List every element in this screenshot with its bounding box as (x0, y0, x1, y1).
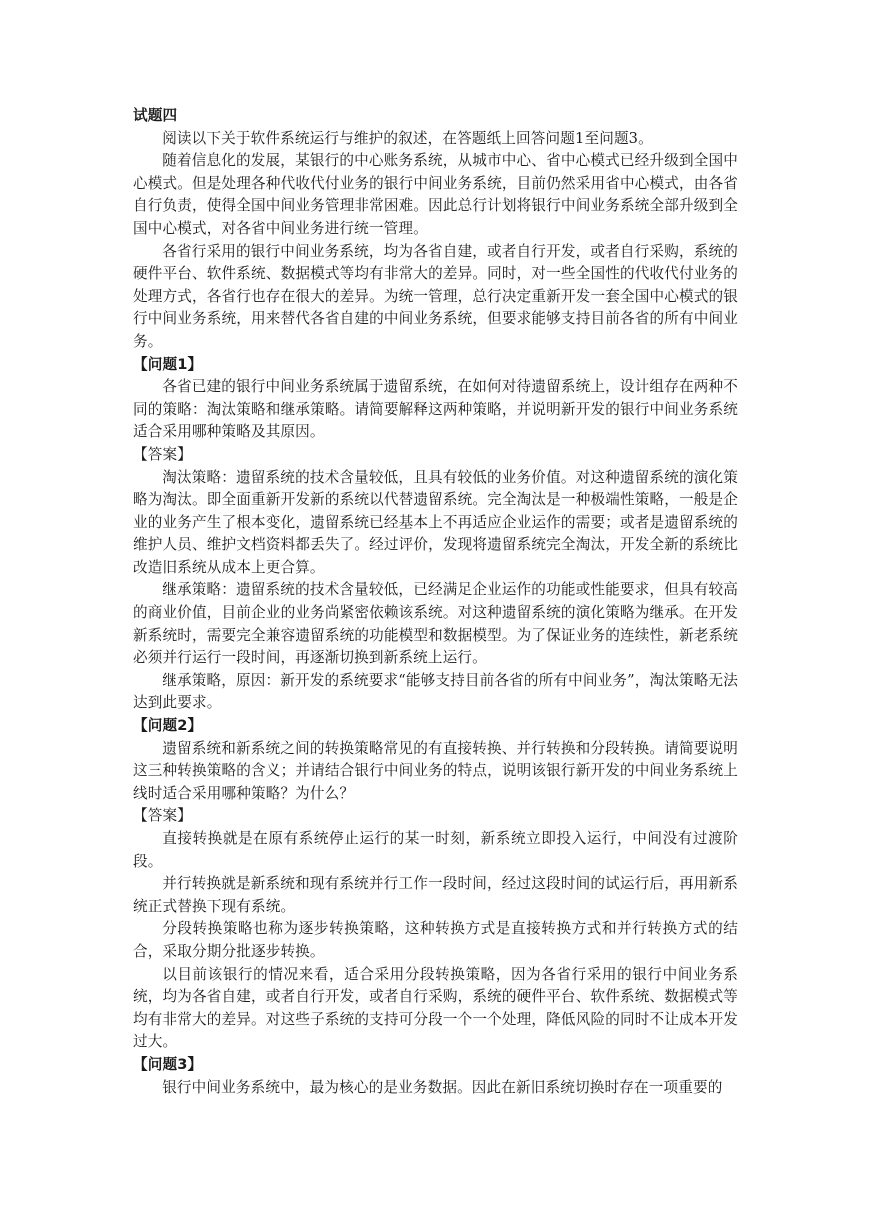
question-2-answer-paragraph: 以目前该银行的情况来看，适合采用分段转换策略，因为各省行采用的银行中间业务系统，均为各省自建，或者自行开发，或者自行采购，系统的硬件平台、软件系统、数据模式等均有非常大的差异。对这些子系统的支持可分段一个一个处理，降低风险的同时不让成本开发过大。 (133, 965, 738, 1051)
question-3-heading: 【问题3】 (133, 1055, 203, 1073)
question-2-answer-paragraph: 分段转换策略也称为逐步转换策略，这种转换方式是直接转换方式和并行转换方式的结合，采取分期分批逐步转换。 (133, 920, 738, 960)
question-2-answer-label: 【答案】 (133, 807, 192, 825)
background-paragraph-2: 各省行采用的银行中间业务系统，均为各省自建，或者自行开发，或者自行采购，系统的硬件平台、软件系统、数据模式等均有非常大的差异。同时，对一些全国性的代收代付业务的处理方式，各省行也存在很大的差异。为统一管理，总行决定重新开发一套全国中心模式的银行中间业务系统，用来替代各省自建的中间业务系统，但要求能够支持目前各省的所有中间业务。 (133, 242, 738, 350)
question-1-answer-paragraph: 继承策略，原因：新开发的系统要求“能够支持目前各省的所有中间业务”，淘汰策略无法达到此要求。 (133, 671, 738, 712)
question-2-answer-paragraph: 并行转换就是新系统和现有系统并行工作一段时间，经过这段时间的试运行后，再用新系统正式替换下现有系统。 (133, 875, 738, 915)
background-paragraph-1: 随着信息化的发展，某银行的中心账务系统，从城市中心、省中心模式已经升级到全国中心模式。但是处理各种代收代付业务的银行中间业务系统，目前仍然采用省中心模式，由各省自行负责，使得全国中间业务管理非常困难。因此总行计划将银行中间业务系统全部升级到全国中心模式，对各省中间业务进行统一管理。 (133, 152, 738, 237)
question-2-text: 遗留系统和新系统之间的转换策略常见的有直接转换、并行转换和分段转换。请简要说明这三种转换策略的含义；并请结合银行中间业务的特点，说明该银行新开发的中间业务系统上线时适合采用哪种策略？为什么？ (133, 739, 738, 802)
question-1-heading: 【问题1】 (133, 355, 203, 373)
question-2-answer-paragraph: 直接转换就是在原有系统停止运行的某一时刻，新系统立即投入运行，中间没有过渡阶段。 (133, 830, 738, 870)
question-1-answer-paragraph: 淘汰策略：遗留系统的技术含量较低，且具有较低的业务价值。对这种遗留系统的演化策略为淘汰。即全面重新开发新的系统以代替遗留系统。完全淘汰是一种极端性策略，一般是企业的业务产生了根本变化，遗留系统已经基本上不再适应企业运作的需要；或者是遗留系统的维护人员、维护文档资料都丢失了。经过评价，发现将遗留系统完全淘汰，开发全新的系统比改造旧系统从成本上更合算。 (133, 468, 738, 576)
question-1-answer-paragraph: 继承策略：遗留系统的技术含量较低，已经满足企业运作的功能或性能要求，但具有较高的商业价值，目前企业的业务尚紧密依赖该系统。对这种遗留系统的演化策略为继承。在开发新系统时，需要完全兼容遗留系统的功能模型和数据模型。为了保证业务的连续性，新老系统必须并行运行一段时间，再逐渐切换到新系统上运行。 (133, 581, 738, 667)
question-1-answer-label: 【答案】 (133, 445, 192, 463)
question-2-heading: 【问题2】 (133, 717, 203, 735)
question-3-text: 银行中间业务系统中，最为核心的是业务数据。因此在新旧系统切换时存在一项重要的 (162, 1078, 723, 1096)
intro-paragraph: 阅读以下关于软件系统运行与维护的叙述，在答题纸上回答问题1至问题3。 (162, 129, 653, 147)
document-body (133, 105, 738, 1099)
document-title: 试题四 (133, 107, 178, 124)
question-1-text: 各省已建的银行中间业务系统属于遗留系统，在如何对待遗留系统上，设计组存在两种不同的策略：淘汰策略和继承策略。请简要解释这两种策略，并说明新开发的银行中间业务系统适合采用哪种策略及其原因。 (133, 378, 738, 441)
